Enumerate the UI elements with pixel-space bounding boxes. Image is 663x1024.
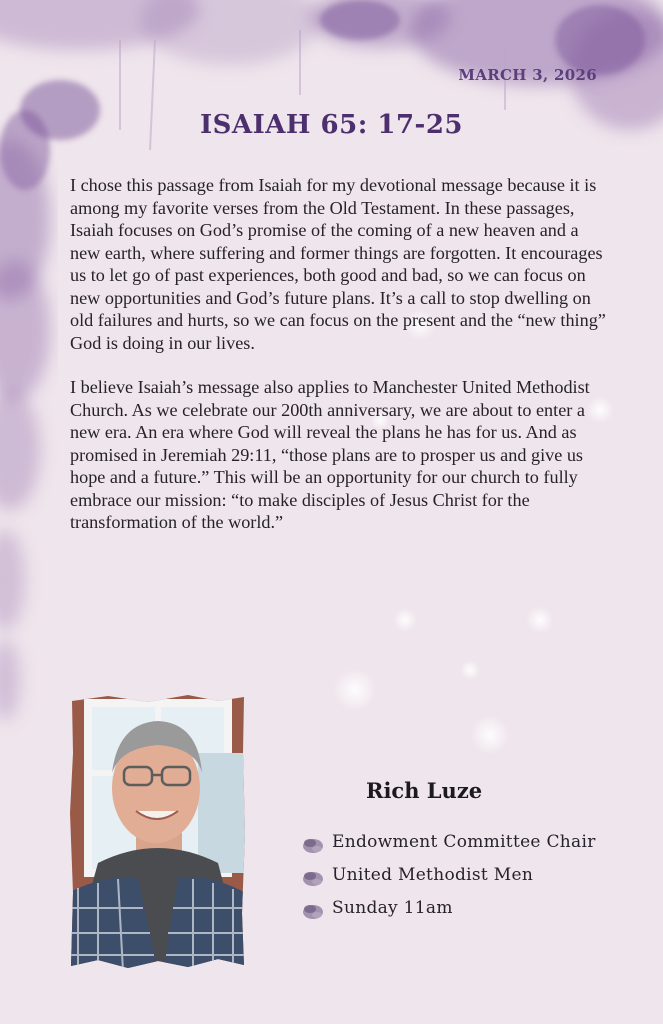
role-text: United Methodist Men xyxy=(332,865,534,885)
scripture-title: ISAIAH 65: 17-25 xyxy=(199,110,464,140)
role-list xyxy=(300,832,600,931)
profile-name: Rich Luze xyxy=(366,778,483,803)
paragraph: I chose this passage from Isaiah for my devotional message because it is among my favorite verses from the Old Testament. In these passages, Isaiah focuses on God’s promise of the coming of a new heaven and a new earth, where suffering and former things are forgotten. It encourages us to let go of past experiences, both good and bad, so we can focus on new opportunities and God’s future plans. It’s a call to stop dwelling on old failures and hurts, so we can focus on the present and the “new thing” God is doing in our lives. xyxy=(70,175,606,353)
watercolor-blob-icon xyxy=(300,832,326,858)
role-text: Sunday 11am xyxy=(332,898,453,918)
list-item xyxy=(300,865,600,886)
date-label: MARCH 3, 2026 xyxy=(458,66,597,84)
watercolor-blob-icon xyxy=(300,898,326,924)
portrait-photo xyxy=(68,693,246,971)
watercolor-blob-icon xyxy=(300,865,326,891)
devotional-body xyxy=(70,174,610,556)
role-text: Endowment Committee Chair xyxy=(332,832,596,852)
list-item xyxy=(300,832,600,853)
paragraph: I believe Isaiah’s message also applies to Manchester United Methodist Church. As we celebrate our 200th anniversary, we are about to enter a new era. An era where God will reveal the plans he has for us. And as promised in Jeremiah 29:11, “those plans are to prosper us and give us hope and a future.” This will be an opportunity for our church to fully embrace our mission: “to make disciples of Jesus Christ for the transformation of the world.” xyxy=(70,377,590,532)
list-item xyxy=(300,898,600,919)
